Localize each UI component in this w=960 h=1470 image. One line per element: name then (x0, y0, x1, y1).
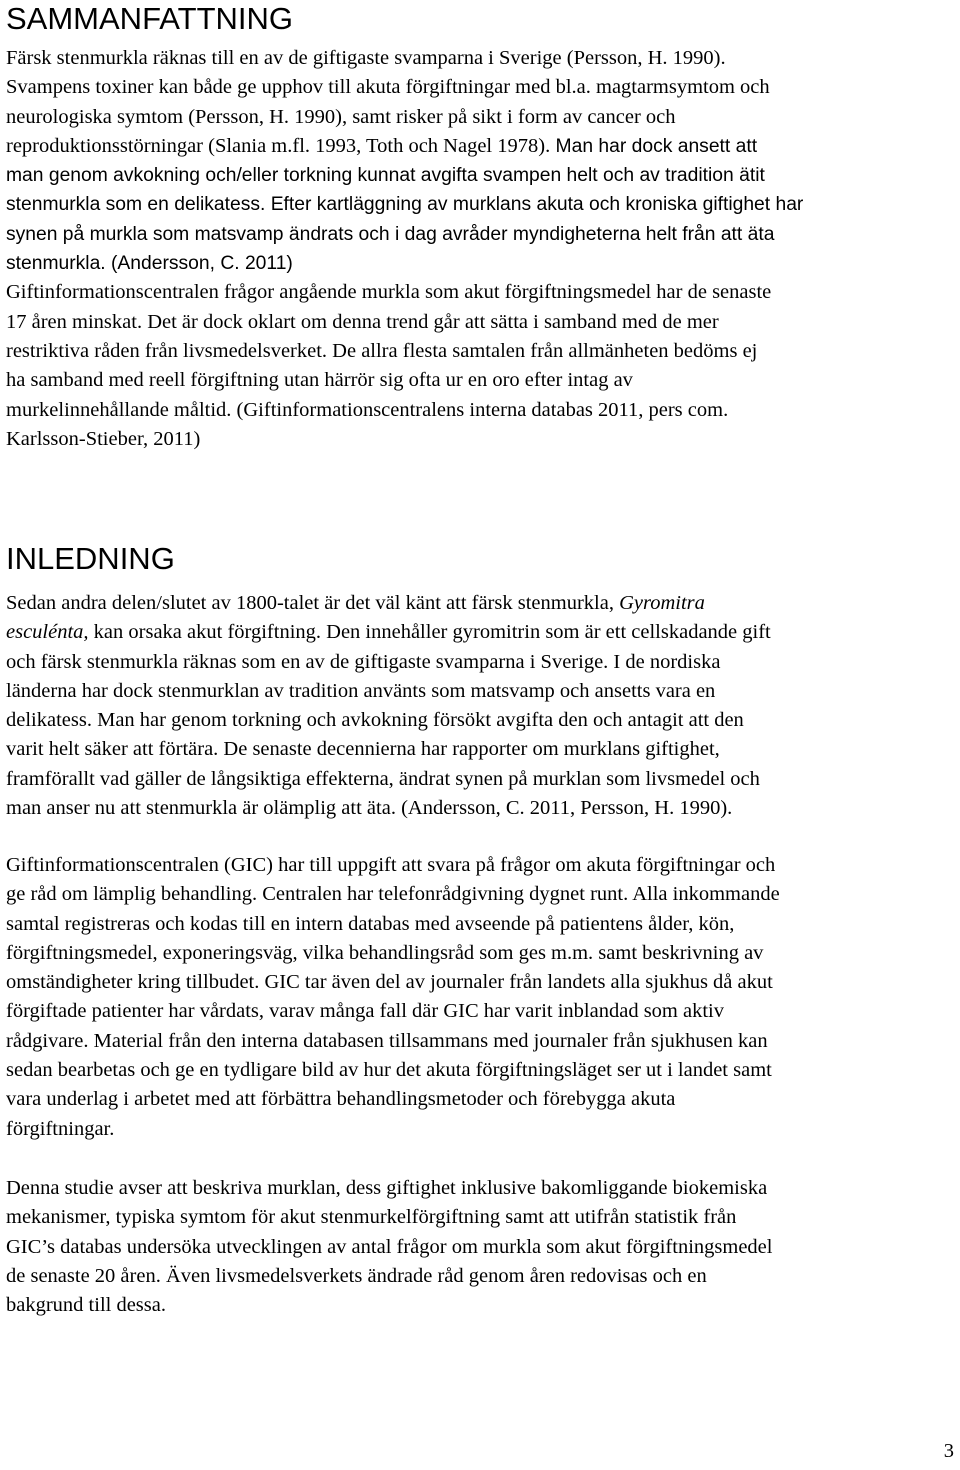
summary-paragraph (6, 44, 960, 454)
summary-line-mixed (6, 132, 960, 161)
summary-line-segment: stenmurkla. (Andersson, C. 2011) (6, 253, 293, 275)
summary-line: restriktiva råden från livsmedelsverket. De allra flesta samtalen från allmänheten bedöms ej (6, 339, 758, 362)
intro-line: och färsk stenmurkla räknas som en av de giftigaste svamparna i Sverige. I de nordiska (6, 650, 721, 673)
intro-line: förgiftade patienter har vårdats, varav många fall där GIC har varit inblandad som aktiv (6, 1000, 724, 1023)
page-number: 3 (943, 1440, 954, 1462)
intro-text-segment: kan orsaka akut förgiftning. Den innehåller gyromitrin som är ett cellskadande gift (88, 621, 771, 644)
species-name-epithet: esculénta, (6, 621, 89, 644)
summary-line: murkelinnehållande måltid. (Giftinformationscentralens interna databas 2011, pers com. (6, 398, 729, 421)
intro-paragraph-3 (6, 1174, 960, 1320)
heading-sammanfattning: SAMMANFATTNING (6, 1, 294, 36)
intro-line (6, 589, 960, 618)
summary-line-mixed (6, 190, 960, 219)
intro-line: vara underlag i arbetet med att förbättra behandlingsmetoder och förebygga akuta (6, 1088, 676, 1111)
summary-line: Giftinformationscentralen frågor angående murkla som akut förgiftningsmedel har de senaste (6, 281, 772, 304)
summary-line: Färsk stenmurkla räknas till en av de giftigaste svamparna i Sverige (Persson, H. 1990). (6, 47, 726, 69)
intro-line: framförallt vad gäller de långsiktiga effekterna, ändrat synen på murklan som livsmedel och (6, 767, 760, 790)
species-name-genus: Gyromitra (619, 592, 705, 614)
intro-line: GIC’s databas undersöka utvecklingen av antal frågor om murkla som akut förgiftningsmedel (6, 1235, 773, 1258)
intro-line: samtal registreras och kodas till en intern databas med avseende på patientens ålder, kön, (6, 912, 735, 935)
summary-line: Svampens toxiner kan både ge upphov till akuta förgiftningar med bl.a. magtarmsymtom och (6, 76, 770, 99)
intro-line: sedan bearbetas och ge en tydligare bild av hur det akuta förgiftningsläget ser ut i landet samt (6, 1059, 772, 1082)
summary-line: 17 åren minskat. Det är dock oklart om denna trend går att sätta i samband med de mer (6, 310, 719, 333)
summary-line-segment: stenmurkla som en delikatess. (6, 194, 266, 216)
summary-line: ha samband med reell förgiftning utan härrör sig ofta ur en oro efter intag av (6, 369, 633, 392)
summary-line: neurologiska symtom (Persson, H. 1990), samt risker på sikt i form av cancer och (6, 105, 676, 128)
summary-line-segment: Efter kartläggning av murklans akuta och kroniska giftighet har (265, 194, 804, 216)
intro-line: man anser nu att stenmurkla är olämplig att äta. (Andersson, C. 2011, Persson, H. 1990). (6, 797, 733, 820)
summary-line-segment: reproduktionsstörningar (Slania m.fl. 1993, Toth och Nagel 1978). (6, 134, 551, 157)
summary-line: synen på murkla som matsvamp ändrats och i dag avråder myndigheterna helt från att äta (6, 223, 775, 245)
intro-line: bakgrund till dessa. (6, 1294, 166, 1317)
intro-line: ge råd om lämplig behandling. Centralen har telefonrådgivning dygnet runt. Alla inkommande (6, 883, 780, 906)
intro-line: förgiftningar. (6, 1117, 115, 1140)
heading-inledning: INLEDNING (6, 541, 175, 576)
intro-line: länderna har dock stenmurklan av tradition använts som matsvamp och ansetts vara en (6, 679, 716, 702)
intro-line: förgiftningsmedel, exponeringsväg, vilka behandlingsråd som ges m.m. samt beskrivning av (6, 941, 764, 964)
summary-line: Karlsson-Stieber, 2011) (6, 427, 201, 450)
intro-line (6, 618, 960, 647)
intro-line: de senaste 20 åren. Även livsmedelsverkets ändrade råd genom åren redovisas och en (6, 1264, 707, 1287)
intro-line: Giftinformationscentralen (GIC) har till uppgift att svara på frågor om akuta förgiftningar och (6, 854, 776, 876)
intro-paragraph-1 (6, 589, 960, 823)
intro-line: mekanismer, typiska symtom för akut stenmurkelförgiftning samt att utifrån statistik från (6, 1206, 737, 1229)
summary-line-segment: Man har dock ansett att (550, 135, 758, 157)
intro-line: Denna studie avser att beskriva murklan, dess giftighet inklusive bakomliggande biokemiska (6, 1177, 768, 1199)
intro-line: varit helt säker att förtära. De senaste decennierna har rapporter om murklans giftighet, (6, 738, 720, 761)
intro-paragraph-2 (6, 851, 960, 1144)
intro-line: rådgivare. Material från den interna databasen tillsammans med journaler från sjukhusen kan (6, 1029, 768, 1052)
summary-line: man genom avkokning och/eller torkning kunnat avgifta svampen helt och av tradition ätit (6, 165, 765, 187)
intro-line: delikatess. Man har genom torkning och avkokning försökt avgifta den och antagit att den (6, 709, 744, 732)
intro-text-segment: Sedan andra delen/slutet av 1800-talet är det väl känt att färsk stenmurkla, (6, 592, 620, 614)
intro-line: omständigheter kring tillbudet. GIC tar även del av journaler från landets alla sjukhus då akut (6, 971, 773, 994)
summary-line-mixed (6, 249, 960, 278)
